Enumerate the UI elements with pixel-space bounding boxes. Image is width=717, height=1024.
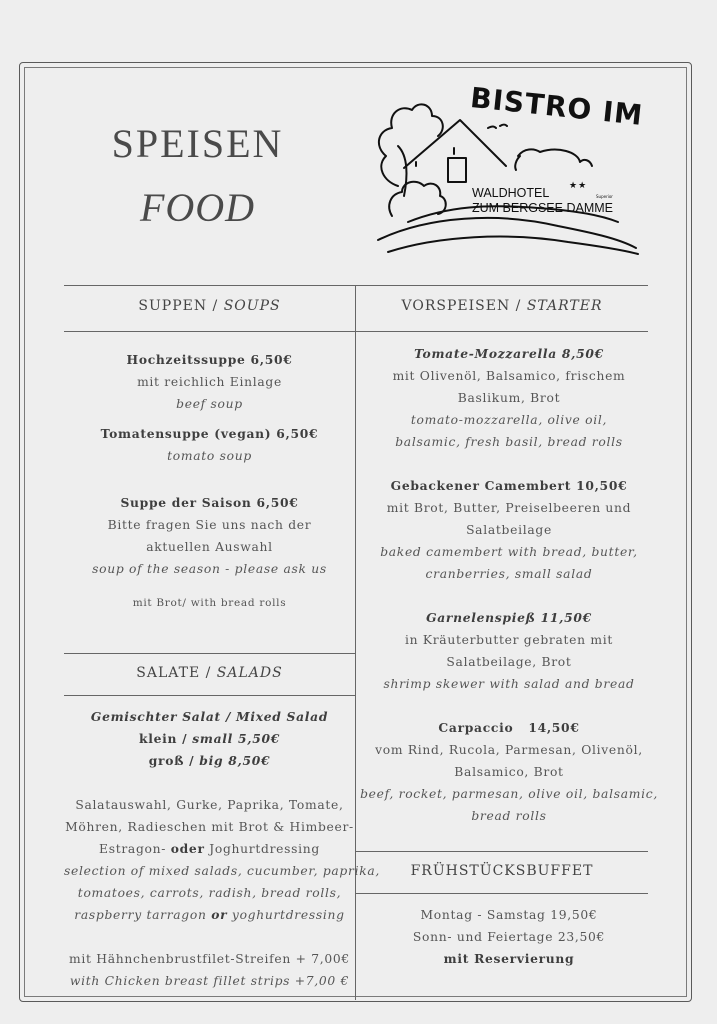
- breakfast-list: [356, 904, 662, 970]
- menu-item-desc: mit reichlich Einlage: [137, 375, 282, 389]
- menu-item-name: Garnelenspieß 11,50€: [426, 610, 592, 625]
- menu-item-name: Tomatensuppe (vegan) 6,50€: [100, 426, 319, 441]
- menu-item-desc-en: raspberry tarragon or yoghurtdressing: [74, 907, 345, 922]
- starters-list: [356, 343, 662, 827]
- menu-item-desc: Salatbeilage: [466, 523, 552, 537]
- salad-size-big: groß / big 8,50€: [148, 753, 271, 768]
- logo-bistro-text: BISTRO IM: [468, 81, 645, 132]
- menu-item-desc: in Kräuterbutter gebraten mit: [404, 633, 614, 647]
- salad-size-small: klein / small 5,50€: [138, 731, 280, 746]
- menu-item-desc: mit Olivenöl, Balsamico, frischem: [392, 369, 626, 383]
- menu-item-desc-en: tomato soup: [167, 449, 252, 463]
- menu-item-name: Gebackener Camembert 10,50€: [390, 478, 628, 493]
- logo-hotel-line1: WALDHOTEL: [472, 186, 550, 200]
- soups-list: [64, 349, 355, 614]
- salads-heading: SALATE / SALADS: [136, 665, 283, 681]
- menu-item-desc-en: beef, rocket, parmesan, olive oil, balsamic,: [360, 787, 658, 801]
- logo-superior: Superior: [596, 194, 613, 199]
- salads-list: [64, 706, 380, 992]
- divider-salads-bottom: [64, 695, 355, 696]
- menu-item-desc: Bitte fragen Sie uns nach der: [107, 518, 312, 532]
- divider-breakfast-bottom: [356, 893, 648, 894]
- menu-item-desc-en: shrimp skewer with salad and bread: [383, 677, 635, 691]
- breakfast-holiday-price: Sonn- und Feiertage 23,50€: [412, 930, 606, 944]
- menu-item-name: Carpaccio 14,50€: [438, 720, 580, 735]
- menu-item-desc-en: tomato-mozzarella, olive oil,: [410, 413, 608, 427]
- soups-note: mit Brot/ with bread rolls: [132, 597, 287, 609]
- menu-item-desc-en: selection of mixed salads, cucumber, paprika,: [64, 864, 380, 878]
- menu-item-desc: aktuellen Auswahl: [146, 540, 273, 554]
- menu-item-desc-en: beef soup: [176, 397, 243, 411]
- soups-heading: SUPPEN / SOUPS: [138, 298, 281, 314]
- starters-heading: VORSPEISEN / STARTER: [401, 298, 603, 314]
- divider-breakfast-top: [356, 851, 648, 852]
- menu-item-desc: mit Brot, Butter, Preiselbeeren und: [386, 501, 632, 515]
- menu-item-desc-en: baked camembert with bread, butter,: [380, 545, 638, 559]
- menu-item-desc-en: tomatoes, carrots, radish, bread rolls,: [77, 886, 342, 900]
- salad-extra-en: with Chicken breast fillet strips +7,00 €: [69, 974, 350, 988]
- salad-extra: mit Hähnchenbrustfilet-Streifen + 7,00€: [69, 952, 350, 966]
- menu-item-desc: Salatbeilage, Brot: [446, 655, 572, 669]
- menu-item-desc-en: bread rolls: [471, 809, 547, 823]
- menu-item-desc: Salatauswahl, Gurke, Paprika, Tomate,: [75, 798, 344, 812]
- menu-item-name: Gemischter Salat / Mixed Salad: [90, 709, 329, 724]
- breakfast-heading: FRÜHSTÜCKSBUFFET: [410, 863, 594, 879]
- menu-item-desc: Balsamico, Brot: [454, 765, 564, 779]
- divider-heading: [64, 331, 648, 332]
- menu-item-name: Suppe der Saison 6,50€: [120, 495, 299, 510]
- menu-item-desc-en: soup of the season - please ask us: [92, 562, 327, 576]
- menu-item-name: Hochzeitssuppe 6,50€: [126, 352, 293, 367]
- breakfast-reservation-note: mit Reservierung: [443, 951, 575, 966]
- menu-item-name: Tomate-Mozzarella 8,50€: [414, 346, 604, 361]
- menu-item-desc-en: cranberries, small salad: [425, 567, 593, 581]
- logo-hotel-line2: ZUM BERGSEE DAMME: [472, 201, 613, 215]
- logo-stars: ★★: [569, 181, 588, 191]
- divider-salads-top: [64, 653, 355, 654]
- divider-top: [64, 285, 648, 286]
- menu-item-desc: Baslikum, Brot: [457, 391, 561, 405]
- menu-item-desc-en: balsamic, fresh basil, bread rolls: [395, 435, 623, 449]
- page-subtitle: FOOD: [139, 185, 256, 230]
- breakfast-weekday-price: Montag - Samstag 19,50€: [420, 908, 598, 922]
- menu-item-desc: vom Rind, Rucola, Parmesan, Olivenöl,: [375, 743, 643, 757]
- menu-item-desc: Möhren, Radieschen mit Brot & Himbeer-: [65, 820, 354, 834]
- page-title: SPEISEN: [111, 121, 284, 166]
- menu-item-desc: Estragon- oder Joghurtdressing: [99, 841, 320, 856]
